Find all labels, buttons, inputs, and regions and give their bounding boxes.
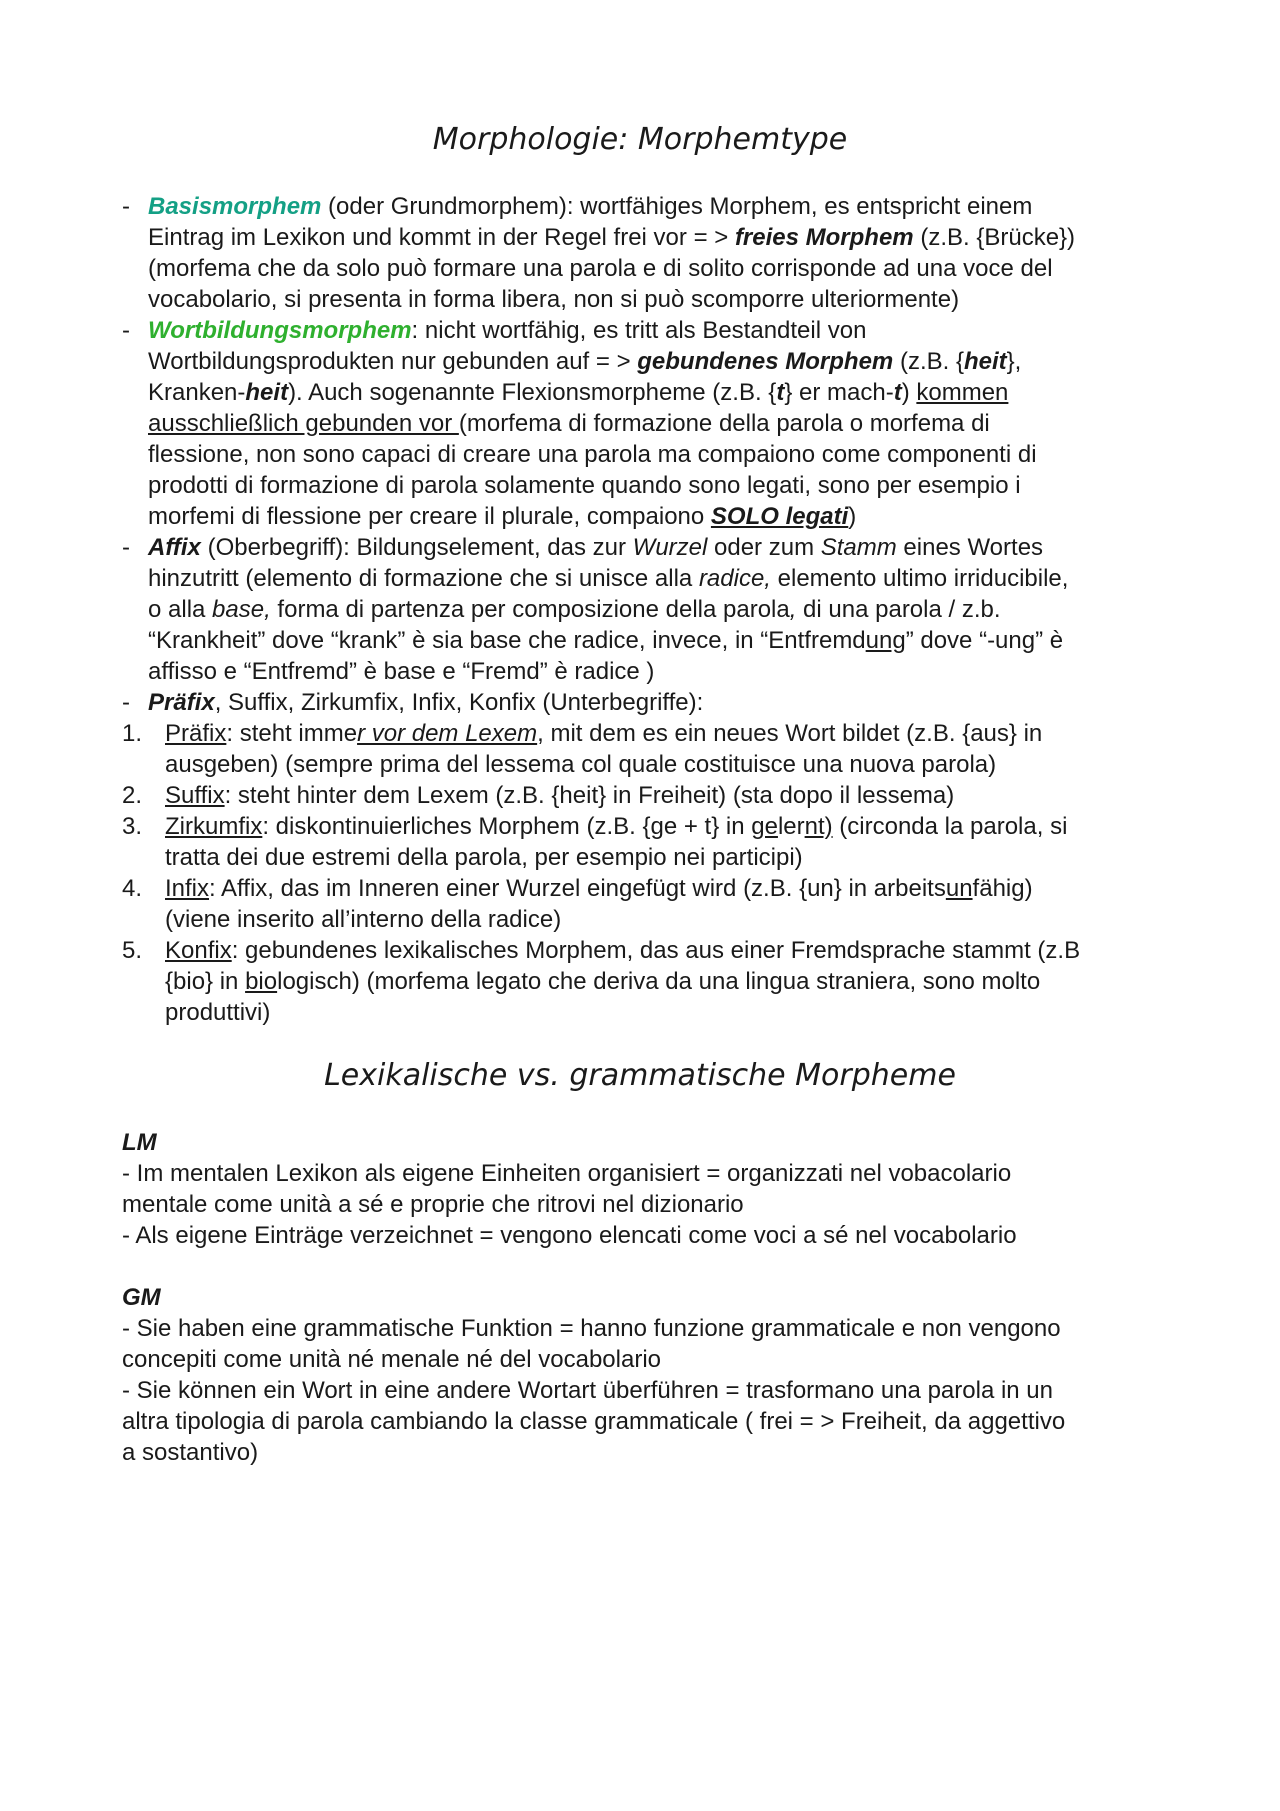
list-item-5-line-2: {bio} in biologisch) (morfema legato che deriva da una lingua straniera, sono molto xyxy=(165,968,1041,995)
lm-heading: LM xyxy=(122,1129,157,1156)
wortbildungsmorphem-line-3: Kranken-heit). Auch sogenannte Flexionsmorpheme (z.B. {t} er mach-t) kommen xyxy=(148,379,1009,406)
list-number: 5. xyxy=(122,937,143,964)
wortbildungsmorphem-line-5: flessione, non sono capaci di creare una parola ma compaiono come componenti di xyxy=(148,441,1037,468)
page-title: Morphologie: Morphemtype xyxy=(432,122,848,157)
gm-line-2: concepiti come unità né menale né del vocabolario xyxy=(122,1346,662,1373)
list-number: 4. xyxy=(122,875,143,902)
bullet-dash: - xyxy=(122,193,130,220)
wortbildungsmorphem-line-7: morfemi di flessione per creare il plurale, compaiono SOLO legati) xyxy=(148,503,857,530)
basismorphem-line-3: (morfema che da solo può formare una parola e di solito corrisponde ad una voce del xyxy=(148,255,1053,282)
list-item-5-line-3: produttivi) xyxy=(165,999,271,1026)
affix-line-4: “Krankheit” dove “krank” è sia base che radice, invece, in “Entfremdung” dove “-ung” è xyxy=(148,627,1064,654)
list-number: 2. xyxy=(122,782,143,809)
wortbildungsmorphem-line-2: Wortbildungsprodukten nur gebunden auf = > gebundenes Morphem (z.B. {heit}, xyxy=(148,348,1022,375)
term-wortbildungsmorphem: Wortbildungsmorphem xyxy=(148,317,412,344)
list-item-4-line-1: Infix: Affix, das im Inneren einer Wurzel eingefügt wird (z.B. {un} in arbeitsunfähig) xyxy=(165,875,1033,902)
gm-line-1: - Sie haben eine grammatische Funktion = hanno funzione grammaticale e non vengono xyxy=(122,1315,1061,1342)
bullet-dash: - xyxy=(122,534,130,561)
wortbildungsmorphem-line-6: prodotti di formazione di parola solamente quando sono legati, sono per esempio i xyxy=(148,472,1021,499)
bullet-dash: - xyxy=(122,317,130,344)
gm-heading: GM xyxy=(122,1284,161,1311)
lm-line-2: mentale come unità a sé e proprie che ritrovi nel dizionario xyxy=(122,1191,744,1218)
gm-line-3: - Sie können ein Wort in eine andere Wortart überführen = trasformano una parola in un xyxy=(122,1377,1053,1404)
list-number: 3. xyxy=(122,813,143,840)
gm-line-5: a sostantivo) xyxy=(122,1439,259,1466)
wortbildungsmorphem-line-4: ausschließlich gebunden vor (morfema di formazione della parola o morfema di xyxy=(148,410,990,437)
basismorphem-line-2: Eintrag im Lexikon und kommt in der Regel frei vor = > freies Morphem (z.B. {Brücke}) xyxy=(148,224,1076,251)
list-item-4-line-2: (viene inserito all’interno della radice) xyxy=(165,906,562,933)
section-title: Lexikalische vs. grammatische Morpheme xyxy=(324,1058,956,1093)
basismorphem-line-4: vocabolario, si presenta in forma libera, non si può scomporre ulteriormente) xyxy=(148,286,960,313)
list-item-3-line-1: Zirkumfix: diskontinuierliches Morphem (z.B. {ge + t} in gelernt) (circonda la parola, si xyxy=(165,813,1068,840)
list-item-3-line-2: tratta dei due estremi della parola, per esempio nei participi) xyxy=(165,844,803,871)
affix-line-2: hinzutritt (elemento di formazione che si unisce alla radice, elemento ultimo irriducibile, xyxy=(148,565,1069,592)
praefix-line-1: Präfix, Suffix, Zirkumfix, Infix, Konfix (Unterbegriffe): xyxy=(148,689,704,716)
affix-line-3: o alla base, forma di partenza per composizione della parola, di una parola / z.b. xyxy=(148,596,1001,623)
bullet-dash: - xyxy=(122,689,130,716)
list-item-1-line-2: ausgeben) (sempre prima del lessema col quale costituisce una nuova parola) xyxy=(165,751,997,778)
affix-line-1: Affix (Oberbegriff): Bildungselement, das zur Wurzel oder zum Stamm eines Wortes xyxy=(148,534,1044,561)
lm-line-1: - Im mentalen Lexikon als eigene Einheiten organisiert = organizzati nel vobacolario xyxy=(122,1160,1012,1187)
term-affix: Affix xyxy=(148,534,201,561)
list-item-5-line-1: Konfix: gebundenes lexikalisches Morphem, das aus einer Fremdsprache stammt (z.B xyxy=(165,937,1081,964)
term-praefix: Präfix xyxy=(148,689,215,716)
wortbildungsmorphem-line-1: Wortbildungsmorphem: nicht wortfähig, es tritt als Bestandteil von xyxy=(148,317,867,344)
list-item-1-line-1: Präfix: steht immer vor dem Lexem, mit dem es ein neues Wort bildet (z.B. {aus} in xyxy=(165,720,1043,747)
affix-line-5: affisso e “Entfremd” è base e “Fremd” è radice ) xyxy=(148,658,655,685)
basismorphem-line-1: Basismorphem (oder Grundmorphem): wortfähiges Morphem, es entspricht einem xyxy=(148,193,1033,220)
list-item-2-line-1: Suffix: steht hinter dem Lexem (z.B. {heit} in Freiheit) (sta dopo il lessema) xyxy=(165,782,955,809)
term-basismorphem: Basismorphem xyxy=(148,193,322,220)
list-number: 1. xyxy=(122,720,143,747)
gm-line-4: altra tipologia di parola cambiando la classe grammaticale ( frei = > Freiheit, da aggettivo xyxy=(122,1408,1066,1435)
lm-line-3: - Als eigene Einträge verzeichnet = vengono elencati come voci a sé nel vocabolario xyxy=(122,1222,1017,1249)
